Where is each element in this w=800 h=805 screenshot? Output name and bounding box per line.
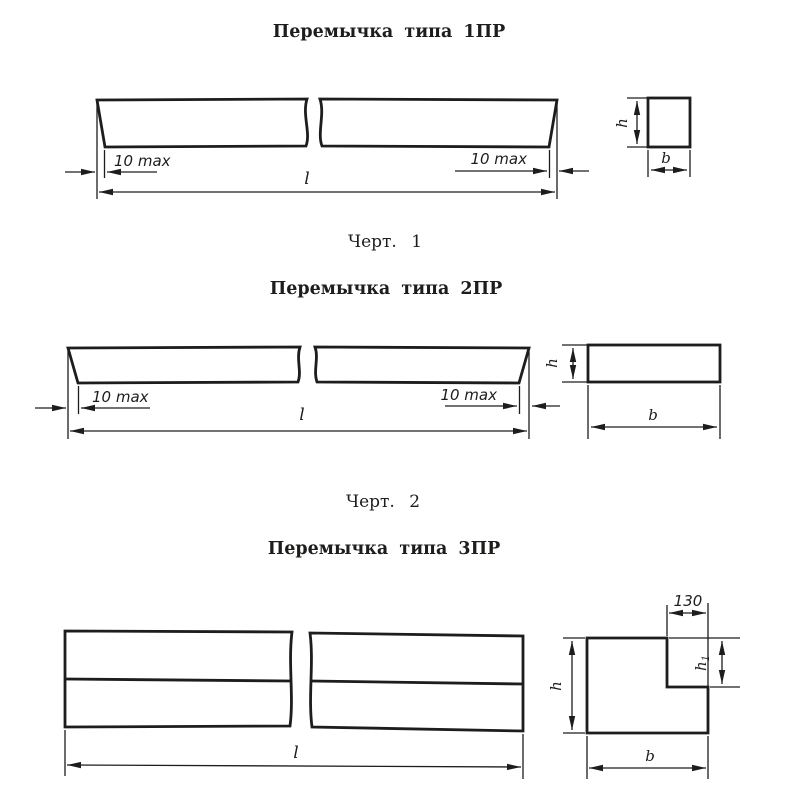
dim-width-label: b — [648, 406, 658, 424]
figure-3pr-elevation — [65, 631, 523, 779]
dim-length-label: l — [293, 743, 299, 763]
figure-1pr-section — [613, 98, 690, 177]
section-outline — [587, 638, 708, 733]
dim-width-label: b — [645, 747, 655, 765]
figure-2pr-section — [543, 345, 720, 439]
dim-height-label: h — [547, 681, 565, 691]
beam-right-half — [320, 99, 557, 147]
figure-1pr-section-dimension-lines — [627, 98, 690, 177]
beam-right-joint-line — [312, 681, 522, 684]
dim-height-label: h — [613, 118, 631, 128]
section-outline — [588, 345, 720, 382]
dim-height-label: h — [543, 358, 561, 368]
dim-length-label: l — [299, 405, 305, 425]
figure-3pr — [65, 539, 740, 779]
figure-1pr-title: Перемычка типа 1ПР — [272, 22, 506, 42]
dim-offset-left-label: 10 max — [92, 388, 149, 406]
beam-right-half — [315, 347, 529, 383]
figure-2pr-caption: Черт. 2 — [345, 492, 421, 512]
figure-1pr-elevation — [65, 99, 589, 199]
figure-2pr — [35, 279, 720, 512]
figure-3pr-title: Перемычка типа 3ПР — [267, 539, 501, 559]
beam-left-half — [97, 99, 308, 147]
dim-length-label: l — [304, 169, 310, 189]
dim-notch-width-label: 130 — [673, 592, 703, 610]
beam-left-joint-line — [66, 679, 290, 681]
dim-offset-right-label: 10 max — [440, 386, 497, 404]
figure-3pr-section — [547, 592, 740, 779]
figure-2pr-elevation — [35, 347, 560, 439]
dim-offset-right-label: 10 max — [470, 150, 527, 168]
section-outline — [648, 98, 690, 147]
dim-offset-left-label: 10 max — [114, 152, 171, 170]
dim-notch-height-label: $h_1$ — [692, 654, 712, 672]
figure-2pr-title: Перемычка типа 2ПР — [269, 279, 503, 299]
dim-width-label: b — [661, 149, 671, 167]
figure-2pr-section-dimension-lines — [562, 345, 720, 439]
figure-1pr-caption: Черт. 1 — [347, 232, 423, 252]
beam-left-half — [68, 347, 300, 383]
figure-1pr — [65, 22, 690, 252]
